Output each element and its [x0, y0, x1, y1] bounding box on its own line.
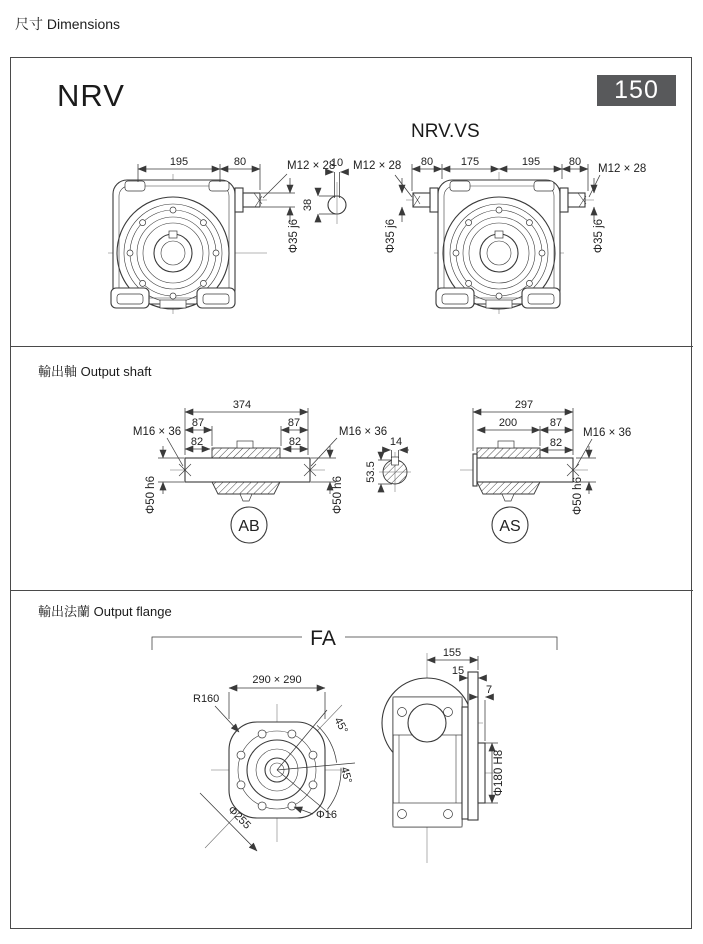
dim-45-top: 45° — [331, 715, 350, 736]
output-flange-title: 輸出法蘭 Output flange — [38, 604, 172, 619]
section-divider-1 — [10, 346, 693, 347]
model-title: NRV — [57, 78, 125, 113]
dim-m16x36-right: M16 × 36 — [338, 426, 388, 438]
dim-82: 82 — [549, 437, 563, 449]
dim-phi35: Φ35 j6 — [288, 218, 300, 254]
variant-title: NRV.VS — [411, 121, 480, 142]
dim-15: 15 — [451, 665, 465, 677]
flange-side-view — [385, 645, 600, 870]
dim-195: 195 — [169, 156, 189, 168]
output-shaft-title: 輸出軸 Output shaft — [38, 364, 152, 379]
dim-82-left: 82 — [190, 436, 204, 448]
dim-87-left: 87 — [191, 417, 205, 429]
dim-82-right: 82 — [288, 436, 302, 448]
dim-297: 297 — [514, 399, 534, 411]
dim-14: 14 — [389, 436, 403, 448]
dim-53-5: 53.5 — [365, 461, 377, 483]
output-shaft-as-drawing — [440, 398, 640, 548]
dim-r160: R160 — [193, 693, 220, 705]
dim-155: 155 — [442, 647, 462, 659]
dim-45-bottom: 45° — [337, 765, 354, 785]
shaft-body — [179, 441, 316, 501]
dimension-lines — [200, 688, 355, 851]
fa-label: FA — [310, 627, 336, 650]
key-cross-section — [378, 450, 411, 492]
dim-195: 195 — [521, 156, 541, 168]
dim-m16x36: M16 × 36 — [583, 427, 632, 439]
dim-374: 374 — [232, 399, 252, 411]
dim-80-left: 80 — [420, 156, 434, 168]
dim-phi180: Φ180 H8 — [493, 749, 505, 797]
dim-87: 87 — [549, 417, 563, 429]
dim-phi255: Φ255 — [225, 804, 253, 832]
dim-phi35-right: Φ35 j6 — [593, 218, 605, 254]
dim-7: 7 — [485, 684, 493, 696]
gearbox-body — [413, 180, 586, 309]
dim-87-right: 87 — [287, 417, 301, 429]
gearbox-profile — [382, 672, 485, 827]
gearbox-front-view-nrv — [105, 152, 350, 322]
dim-phi16: Φ16 — [316, 809, 338, 821]
dim-m12x28: M12 × 28 — [287, 160, 336, 172]
dim-290x290: 290 × 290 — [252, 674, 302, 686]
dim-phi50-right: Φ50 h6 — [332, 476, 344, 514]
dim-80-right: 80 — [568, 156, 582, 168]
dim-200: 200 — [498, 417, 518, 429]
dim-38: 38 — [302, 198, 314, 212]
dim-m12x28-left: M12 × 28 — [353, 160, 402, 172]
gearbox-body — [111, 180, 262, 309]
section-divider-2 — [10, 590, 693, 591]
output-shaft-ab-drawing — [130, 398, 430, 548]
dim-80: 80 — [233, 156, 247, 168]
dim-m12x28-right: M12 × 28 — [598, 163, 647, 175]
variant-label-ab: AB — [238, 518, 260, 535]
flange-front-view — [185, 652, 375, 870]
dim-phi50: Φ50 h6 — [572, 477, 584, 515]
dim-10: 10 — [330, 157, 344, 169]
page-title: 尺寸 Dimensions — [15, 16, 121, 32]
dim-m16x36-left: M16 × 36 — [132, 426, 182, 438]
dim-175: 175 — [460, 156, 480, 168]
dim-phi35-left: Φ35 j6 — [385, 218, 397, 254]
size-badge: 150 — [597, 75, 676, 106]
dim-phi50-left: Φ50 h6 — [145, 476, 157, 514]
variant-label-as: AS — [499, 518, 521, 535]
worm-shaft-end-detail — [318, 172, 348, 224]
gearbox-front-view-nrvvs — [350, 152, 650, 322]
